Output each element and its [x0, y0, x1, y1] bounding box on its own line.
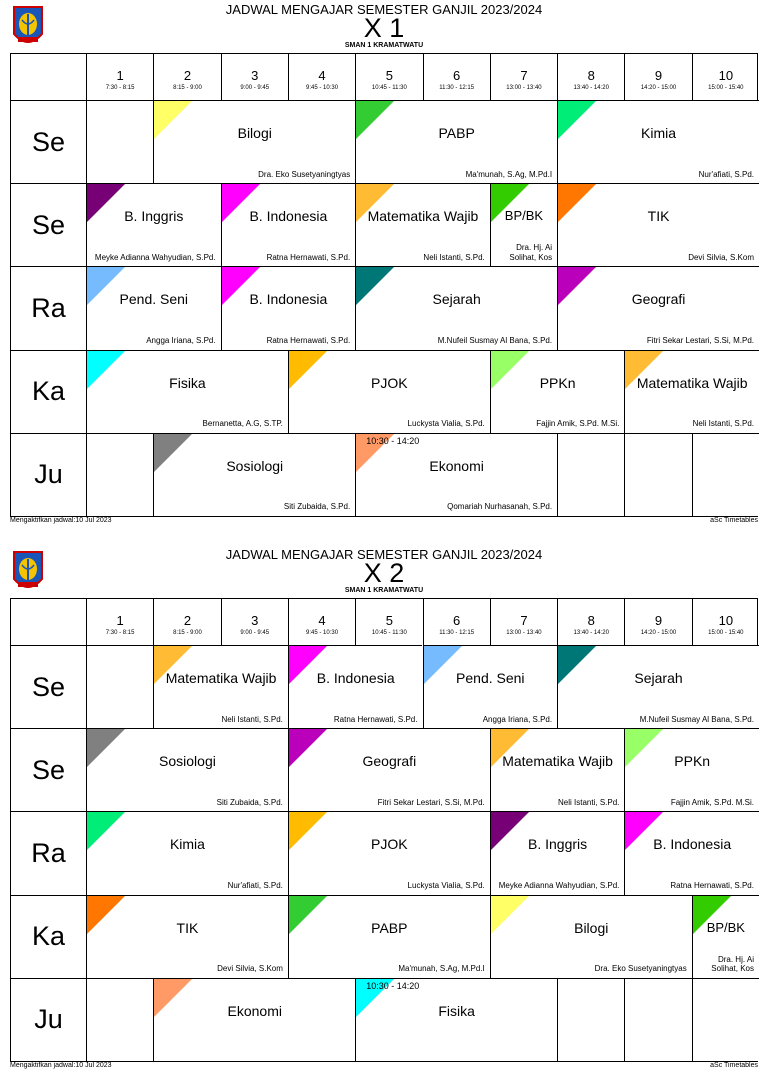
- subject-name: B. Inggris: [124, 208, 184, 225]
- period-number: 1: [116, 68, 124, 83]
- teacher-name: Luckysta Vialia, S.Pd.: [407, 880, 485, 890]
- teacher-name: Siti Zubaida, S.Pd.: [216, 797, 283, 807]
- period-header: [153, 599, 220, 645]
- lesson-cell[interactable]: [153, 100, 355, 183]
- period-number: 8: [587, 613, 595, 628]
- empty-cell: [624, 978, 691, 1061]
- lesson-cell[interactable]: [288, 895, 490, 978]
- period-header: [624, 54, 691, 100]
- subject-name: Matematika Wajib: [367, 208, 479, 225]
- schedule-title: JADWAL MENGAJAR SEMESTER GANJIL 2023/2024: [225, 547, 543, 562]
- period-number: 8: [587, 68, 595, 83]
- period-number: 10: [718, 68, 734, 83]
- day-label: Ra: [11, 266, 86, 349]
- period-time: 10:45 - 11:30: [371, 85, 407, 91]
- teacher-name: Ratna Hernawati, S.Pd.: [266, 252, 351, 262]
- lesson-cell[interactable]: [423, 645, 558, 728]
- teacher-name: Fajjin Amik, S.Pd. M.Si.: [670, 797, 754, 807]
- teacher-name: Meyke Adianna Wahyudian, S.Pd.: [498, 880, 620, 890]
- day-label: Ra: [11, 811, 86, 894]
- subject-name: PABP: [438, 125, 475, 141]
- class-name: X 2: [363, 558, 405, 588]
- subject-name: B. Inggris: [528, 836, 588, 853]
- period-number: 3: [251, 68, 259, 83]
- teacher-name: Neli Istanti, S.Pd.: [221, 714, 283, 724]
- subject-name: Matematika Wajib: [502, 753, 613, 770]
- teacher-name: Neli Istanti, S.Pd.: [558, 797, 620, 807]
- empty-cell: [557, 433, 624, 516]
- period-time: 9:45 - 10:30: [306, 85, 339, 91]
- teacher-name: Ratna Hernawati, S.Pd.: [670, 880, 754, 890]
- period-header: [86, 599, 153, 645]
- lesson-cell[interactable]: [221, 266, 356, 349]
- teacher-name: Neli Istanti, S.Pd.: [423, 252, 485, 262]
- empty-cell: [86, 978, 153, 1061]
- period-time: 11:30 - 12:15: [439, 85, 475, 91]
- period-number: 4: [318, 613, 326, 628]
- period-number: 1: [116, 613, 124, 628]
- activation-date: Mengaktifkan jadwal:10 Jul 2023: [10, 1062, 112, 1069]
- period-time: 8:15 - 9:00: [173, 85, 202, 91]
- subject-name: PPKn: [539, 374, 576, 391]
- lesson-cell[interactable]: [557, 645, 759, 728]
- lesson-cell[interactable]: [490, 728, 625, 811]
- timetable-2: [0, 545, 768, 1090]
- period-number: 9: [654, 613, 663, 628]
- subject-name: Sejarah: [432, 291, 481, 308]
- lesson-cell[interactable]: [86, 895, 288, 978]
- period-time: 15:00 - 15:40: [708, 85, 744, 91]
- subject-name: TIK: [176, 919, 199, 936]
- period-time: 13:40 - 14:20: [573, 85, 609, 91]
- teacher-name: Fajjin Amik, S.Pd. M.Si.: [536, 419, 620, 429]
- lesson-cell[interactable]: [355, 183, 490, 266]
- lesson-cell[interactable]: [557, 100, 759, 183]
- teacher-name: Angga Iriana, S.Pd.: [146, 335, 216, 345]
- teacher-name: Nur'afiati, S.Pd.: [698, 169, 754, 179]
- period-number: 2: [183, 613, 192, 628]
- lesson-cell[interactable]: [692, 895, 759, 978]
- subject-name: PJOK: [371, 836, 408, 853]
- lesson-cell[interactable]: [355, 978, 557, 1061]
- software-credit: aSc Timetables: [710, 1062, 758, 1069]
- teacher-name: M.Nufeil Susmay Al Bana, S.Pd.: [437, 335, 553, 345]
- teacher-name: Ma'munah, S.Ag, M.Pd.I: [398, 964, 485, 974]
- teacher-name: Fitri Sekar Lestari, S.Si, M.Pd.: [646, 335, 754, 345]
- subject-name: Sosiologi: [159, 753, 216, 770]
- empty-cell: [86, 433, 153, 516]
- period-header: [692, 54, 759, 100]
- subject-name: PPKn: [674, 753, 711, 770]
- subject-name: PJOK: [371, 374, 408, 391]
- subject-name: Matematika Wajib: [165, 670, 277, 686]
- subject-name: Bilogi: [237, 125, 272, 141]
- teacher-name: Angga Iriana, S.Pd.: [482, 714, 553, 724]
- timetable-grid: [10, 53, 758, 517]
- teacher-name: Fitri Sekar Lestari, S.Si, M.Pd.: [377, 797, 485, 807]
- period-time: 9:00 - 9:45: [240, 85, 270, 91]
- teacher-name: Ma'munah, S.Ag, M.Pd.I: [465, 169, 553, 179]
- teacher-name: Ratna Hernawati, S.Pd.: [333, 714, 418, 724]
- period-number: 9: [654, 68, 663, 83]
- timetable-grid: [10, 598, 758, 1062]
- subject-name: B. Indonesia: [249, 291, 328, 308]
- lesson-cell[interactable]: [490, 183, 557, 266]
- lesson-cell[interactable]: [490, 350, 625, 433]
- schedule-title: JADWAL MENGAJAR SEMESTER GANJIL 2023/2024: [225, 2, 543, 17]
- teacher-name: Luckysta Vialia, S.Pd.: [407, 419, 485, 429]
- period-time: 7:30 - 8:15: [105, 630, 135, 636]
- subject-name: Fisika: [438, 1002, 475, 1019]
- subject-name: Ekonomi: [429, 457, 484, 474]
- period-header: [557, 599, 624, 645]
- subject-name: TIK: [647, 208, 670, 225]
- subject-name: Pend. Seni: [456, 670, 525, 686]
- teacher-name: Devi Silvia, S.Kom: [688, 252, 754, 262]
- lesson-cell[interactable]: [86, 266, 221, 349]
- lesson-cell[interactable]: [153, 978, 355, 1061]
- period-number: 10: [718, 613, 734, 628]
- period-header: [692, 599, 759, 645]
- teacher-name: Dra. Hj. Ai Solihat, Kos: [509, 243, 553, 262]
- period-header: [355, 599, 422, 645]
- period-time: 9:45 - 10:30: [306, 630, 339, 636]
- period-header: [557, 54, 624, 100]
- teacher-name: Ratna Hernawati, S.Pd.: [266, 335, 351, 345]
- period-time: 13:00 - 13:40: [506, 85, 542, 91]
- lesson-cell[interactable]: [288, 811, 490, 894]
- subject-name: Kimia: [641, 125, 677, 141]
- period-header: [288, 599, 355, 645]
- subject-name: Sejarah: [634, 670, 683, 686]
- day-label: Ka: [11, 350, 86, 433]
- period-number: 6: [453, 68, 461, 83]
- lesson-cell[interactable]: [86, 728, 288, 811]
- period-number: 7: [520, 68, 528, 83]
- period-header: [355, 54, 422, 100]
- empty-cell: [557, 978, 624, 1061]
- empty-cell: [624, 433, 691, 516]
- class-name: X 1: [363, 13, 405, 43]
- period-header: [86, 54, 153, 100]
- day-label: Ju: [11, 978, 86, 1061]
- period-time: 8:15 - 9:00: [173, 630, 202, 636]
- lesson-cell[interactable]: [557, 183, 759, 266]
- empty-cell: [86, 645, 153, 728]
- subject-name: Matematika Wajib: [636, 374, 748, 391]
- lesson-cell[interactable]: [288, 350, 490, 433]
- period-header: [423, 54, 490, 100]
- lesson-cell[interactable]: [624, 728, 759, 811]
- empty-cell: [86, 100, 153, 183]
- subject-name: Sosiologi: [226, 457, 284, 474]
- subject-name: BP/BK: [706, 919, 745, 935]
- teacher-name: Meyke Adianna Wahyudian, S.Pd.: [94, 252, 216, 262]
- lesson-cell[interactable]: [86, 350, 288, 433]
- lesson-cell[interactable]: [355, 433, 557, 516]
- teacher-name: Neli Istanti, S.Pd.: [692, 419, 754, 429]
- lesson-cell[interactable]: [624, 811, 759, 894]
- period-header: [624, 599, 691, 645]
- empty-cell: [692, 433, 759, 516]
- lesson-cell[interactable]: [490, 895, 692, 978]
- subject-name: B. Indonesia: [316, 670, 395, 686]
- teacher-name: Dra. Eko Susetyaningtyas: [594, 964, 687, 974]
- teacher-name: Bernanetta, A.G, S.TP.: [202, 419, 283, 429]
- period-header: [423, 599, 490, 645]
- period-number: 7: [520, 613, 528, 628]
- lesson-cell[interactable]: [624, 350, 759, 433]
- day-label: Se: [11, 183, 86, 266]
- teacher-name: Devi Silvia, S.Kom: [217, 964, 283, 974]
- software-credit: aSc Timetables: [710, 517, 758, 524]
- lesson-cell[interactable]: [153, 433, 355, 516]
- period-time: 9:00 - 9:45: [240, 630, 270, 636]
- period-time: 11:30 - 12:15: [439, 630, 475, 636]
- period-time: 14:20 - 15:00: [640, 85, 677, 91]
- day-label: Se: [11, 645, 86, 728]
- period-number: 5: [385, 68, 393, 83]
- activation-date: Mengaktifkan jadwal:10 Jul 2023: [10, 517, 112, 524]
- subject-name: Pend. Seni: [119, 291, 189, 308]
- subject-name: PABP: [371, 919, 408, 936]
- lesson-cell[interactable]: [86, 811, 288, 894]
- lesson-cell[interactable]: [355, 266, 557, 349]
- teacher-name: Dra. Hj. Ai Solihat, Kos: [711, 954, 754, 974]
- subject-name: BP/BK: [504, 208, 544, 224]
- subject-name: Kimia: [169, 836, 205, 853]
- lesson-cell[interactable]: [153, 645, 288, 728]
- subject-name: B. Indonesia: [249, 208, 328, 225]
- subject-name: Fisika: [169, 374, 206, 391]
- lesson-cell[interactable]: [557, 266, 759, 349]
- lesson-cell[interactable]: [288, 645, 423, 728]
- lesson-cell[interactable]: [86, 183, 221, 266]
- period-time: 14:20 - 15:00: [640, 630, 677, 636]
- period-header: [221, 599, 288, 645]
- period-number: 2: [183, 68, 192, 83]
- lesson-cell[interactable]: [490, 811, 625, 894]
- period-number: 4: [318, 68, 326, 83]
- school-name: SMAN 1 KRAMATWATU: [344, 42, 424, 49]
- teacher-name: Nur'afiati, S.Pd.: [227, 880, 283, 890]
- period-time: 13:40 - 14:20: [573, 630, 609, 636]
- period-header: [221, 54, 288, 100]
- period-time: 10:45 - 11:30: [371, 630, 407, 636]
- teacher-name: Qomariah Nurhasanah, S.Pd.: [447, 502, 553, 512]
- day-label: Se: [11, 100, 86, 183]
- period-header: [153, 54, 220, 100]
- empty-cell: [692, 978, 759, 1061]
- period-header: [288, 54, 355, 100]
- period-time: 13:00 - 13:40: [506, 630, 542, 636]
- period-number: 5: [385, 613, 393, 628]
- period-time: 15:00 - 15:40: [708, 630, 744, 636]
- period-number: 3: [251, 613, 259, 628]
- period-number: 6: [453, 613, 461, 628]
- school-name: SMAN 1 KRAMATWATU: [344, 587, 424, 594]
- lesson-cell[interactable]: [221, 183, 356, 266]
- subject-name: Bilogi: [574, 919, 609, 936]
- day-label: Ju: [11, 433, 86, 516]
- lesson-time-range: 10:30 - 14:20: [366, 435, 420, 446]
- teacher-name: Siti Zubaida, S.Pd.: [283, 502, 351, 512]
- day-label: Ka: [11, 895, 86, 978]
- period-header: [490, 599, 557, 645]
- subject-name: Geografi: [362, 753, 417, 770]
- subject-name: Geografi: [631, 291, 686, 308]
- period-time: 7:30 - 8:15: [105, 85, 135, 91]
- lesson-cell[interactable]: [288, 728, 490, 811]
- day-label: Se: [11, 728, 86, 811]
- period-header: [490, 54, 557, 100]
- lesson-time-range: 10:30 - 14:20: [366, 980, 420, 991]
- teacher-name: M.Nufeil Susmay Al Bana, S.Pd.: [639, 714, 754, 724]
- subject-name: B. Indonesia: [653, 836, 732, 853]
- teacher-name: Dra. Eko Susetyaningtyas: [258, 169, 351, 179]
- lesson-cell[interactable]: [355, 100, 557, 183]
- subject-name: Ekonomi: [227, 1002, 282, 1019]
